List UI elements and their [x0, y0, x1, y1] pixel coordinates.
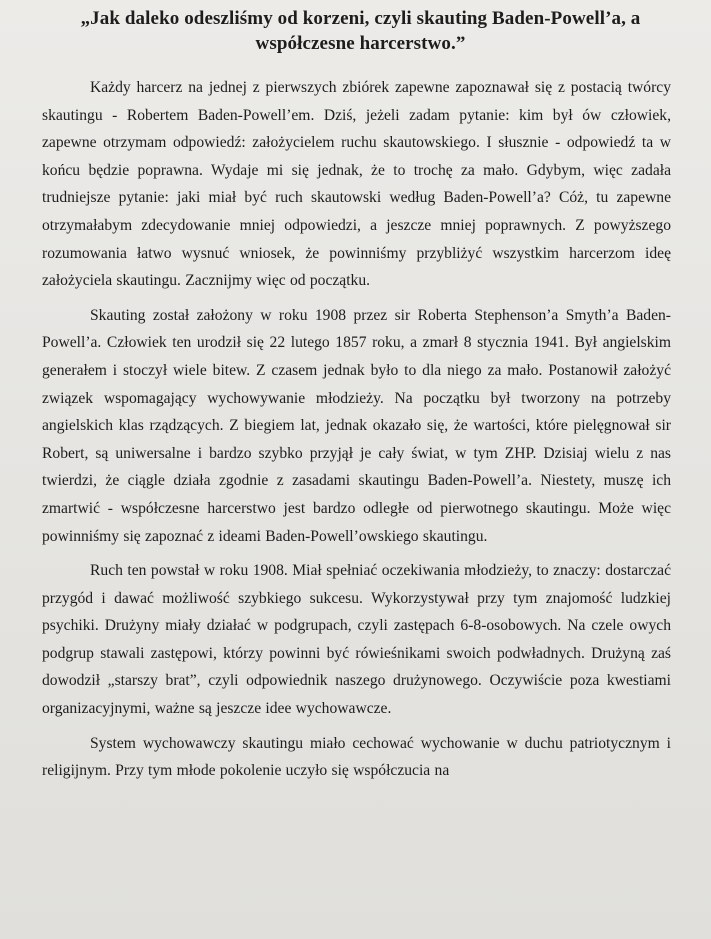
paragraph-2: Skauting został założony w roku 1908 przez sir Roberta Stephenson’a Smyth’a Baden-Powell’a. Człowiek ten urodził się 22 lutego 1857 roku, a zmarł 8 stycznia 1941. Był angielskim generałem i stoczył wiele bitew. Z czasem jednak było to dla niego za mało. Postanowił założyć związek wspomagający wychowywanie młodzieży. Na początku był tworzony na potrzeby angielskich klas rządzących. Z biegiem lat, jednak okazało się, że wartości, które pielęgnował sir Robert, są uniwersalne i bardzo szybko przyjął je cały świat, w tym ZHP. Dzisiaj wielu z nas twierdzi, że ciągle działa zgodnie z zasadami skautingu Baden-Powell’a. Niestety, muszę ich zmartwić - współczesne harcerstwo jest bardzo odległe od pierwotnego skautingu. Może więc powinniśmy się zapoznać z ideami Baden-Powell’owskiego skautingu. [42, 306, 671, 545]
paragraph-4: System wychowawczy skautingu miało cechować wychowanie w duchu patriotycznym i religijnym. Przy tym młode pokolenie uczyło się współczucia na [42, 734, 671, 780]
paragraph-3: Ruch ten powstał w roku 1908. Miał spełniać oczekiwania młodzieży, to znaczy: dostarczać przygód i dawać możliwość szybkiego sukcesu. Wykorzystywał przy tym znajomość ludzkiej psychiki. Drużyny miały działać w podgrupach, czyli zastępach 6-8-osobowych. Na czele owych podgrup stawali zastępowi, którzy powinni być rówieśnikami swoich podwładnych. Drużyną zaś dowodził „starszy brat”, czyli odpowiednik naszego drużynowego. Oczywiście poza kwestiami organizacyjnymi, ważne są jeszcze idee wychowawcze. [42, 562, 671, 718]
document-title: „Jak daleko odeszliśmy od korzeni, czyli skauting Baden-Powell’a, a współczesne harcerstwo.” [80, 8, 641, 54]
paragraph-1: Każdy harcerz na jednej z pierwszych zbiórek zapewne zapoznawał się z postacią twórcy skautingu - Robertem Baden-Powell’em. Dziś, jeżeli zadam pytanie: kim był ów człowiek, zapewne otrzymam odpowiedź: założycielem ruchu skautowskiego. I słusznie - odpowiedź ta w końcu będzie poprawna. Wydaje mi się jednak, że to trochę za mało. Gdybym, więc zadała trudniejsze pytanie: jaki miał być ruch skautowski według Baden-Powell’a? Cóż, tu zapewne otrzymałabym zdecydowanie mniej odpowiedzi, a jeszcze mniej poprawnych. Z powyższego rozumowania łatwo wysnuć wniosek, że powinniśmy przybliżyć wszystkim harcerzom ideę założyciela skautingu. Zacznijmy więc od początku. [42, 79, 671, 290]
